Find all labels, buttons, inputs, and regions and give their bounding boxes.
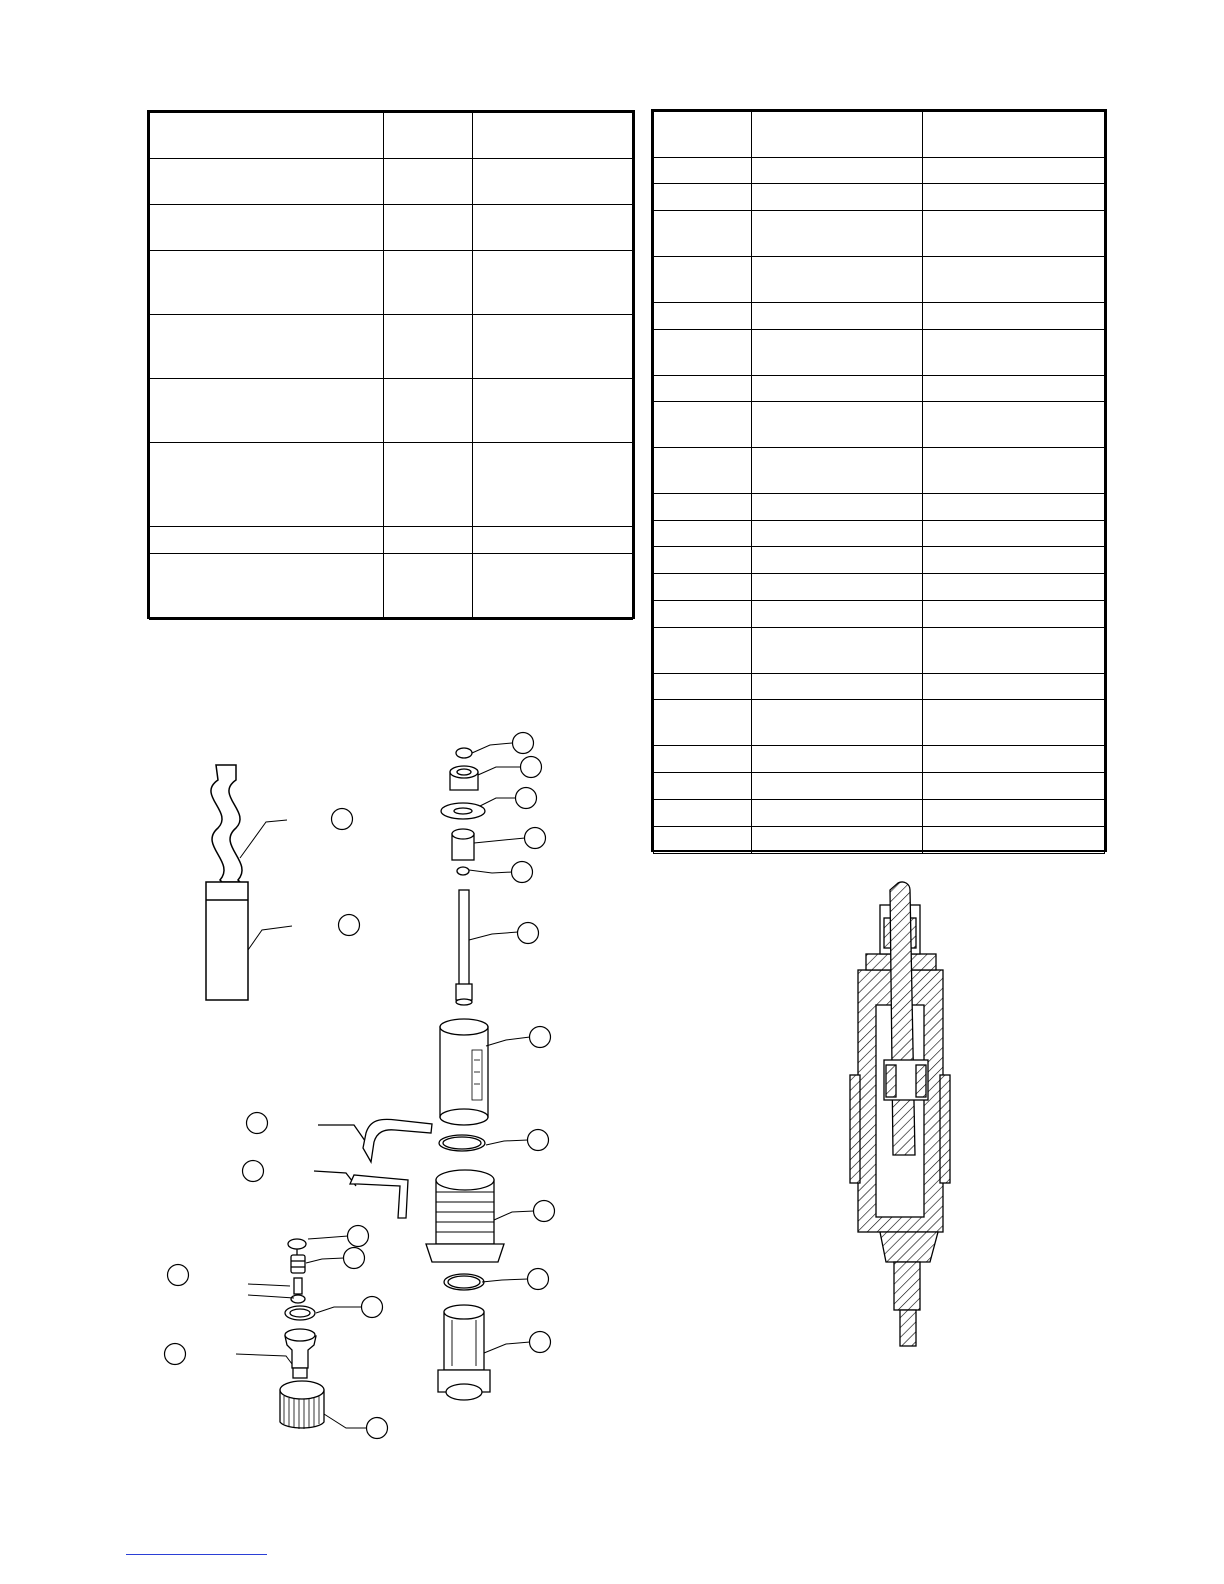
callout-balloon [243, 1161, 264, 1182]
heater-element-sketch [206, 765, 292, 1000]
callout-balloon [344, 1248, 365, 1269]
callout-balloon [165, 1344, 186, 1365]
leader-lines [236, 743, 534, 1428]
footer-link[interactable] [126, 1554, 267, 1555]
callout-balloon [534, 1201, 555, 1222]
callout-balloon [247, 1113, 268, 1134]
callout-balloon [168, 1265, 189, 1286]
callout-balloon [513, 733, 534, 754]
callout-balloon [525, 828, 546, 849]
callout-balloon [528, 1269, 549, 1290]
callout-balloon [521, 757, 542, 778]
callout-balloon [518, 923, 539, 944]
inlet-valve-parts [280, 1239, 324, 1429]
callout-balloon [332, 809, 353, 830]
callout-layer [165, 733, 555, 1439]
callout-balloon [362, 1297, 383, 1318]
pump-cross-section [850, 882, 950, 1346]
callout-balloon [367, 1418, 388, 1439]
callout-balloon [530, 1027, 551, 1048]
callout-balloon [530, 1332, 551, 1353]
pump-exploded-parts [426, 748, 504, 1400]
callout-balloon [348, 1226, 369, 1247]
hose-sketch [314, 1119, 432, 1218]
callout-balloon [528, 1130, 549, 1151]
callout-balloon [516, 788, 537, 809]
callout-balloon [339, 915, 360, 936]
callout-balloon [512, 862, 533, 883]
